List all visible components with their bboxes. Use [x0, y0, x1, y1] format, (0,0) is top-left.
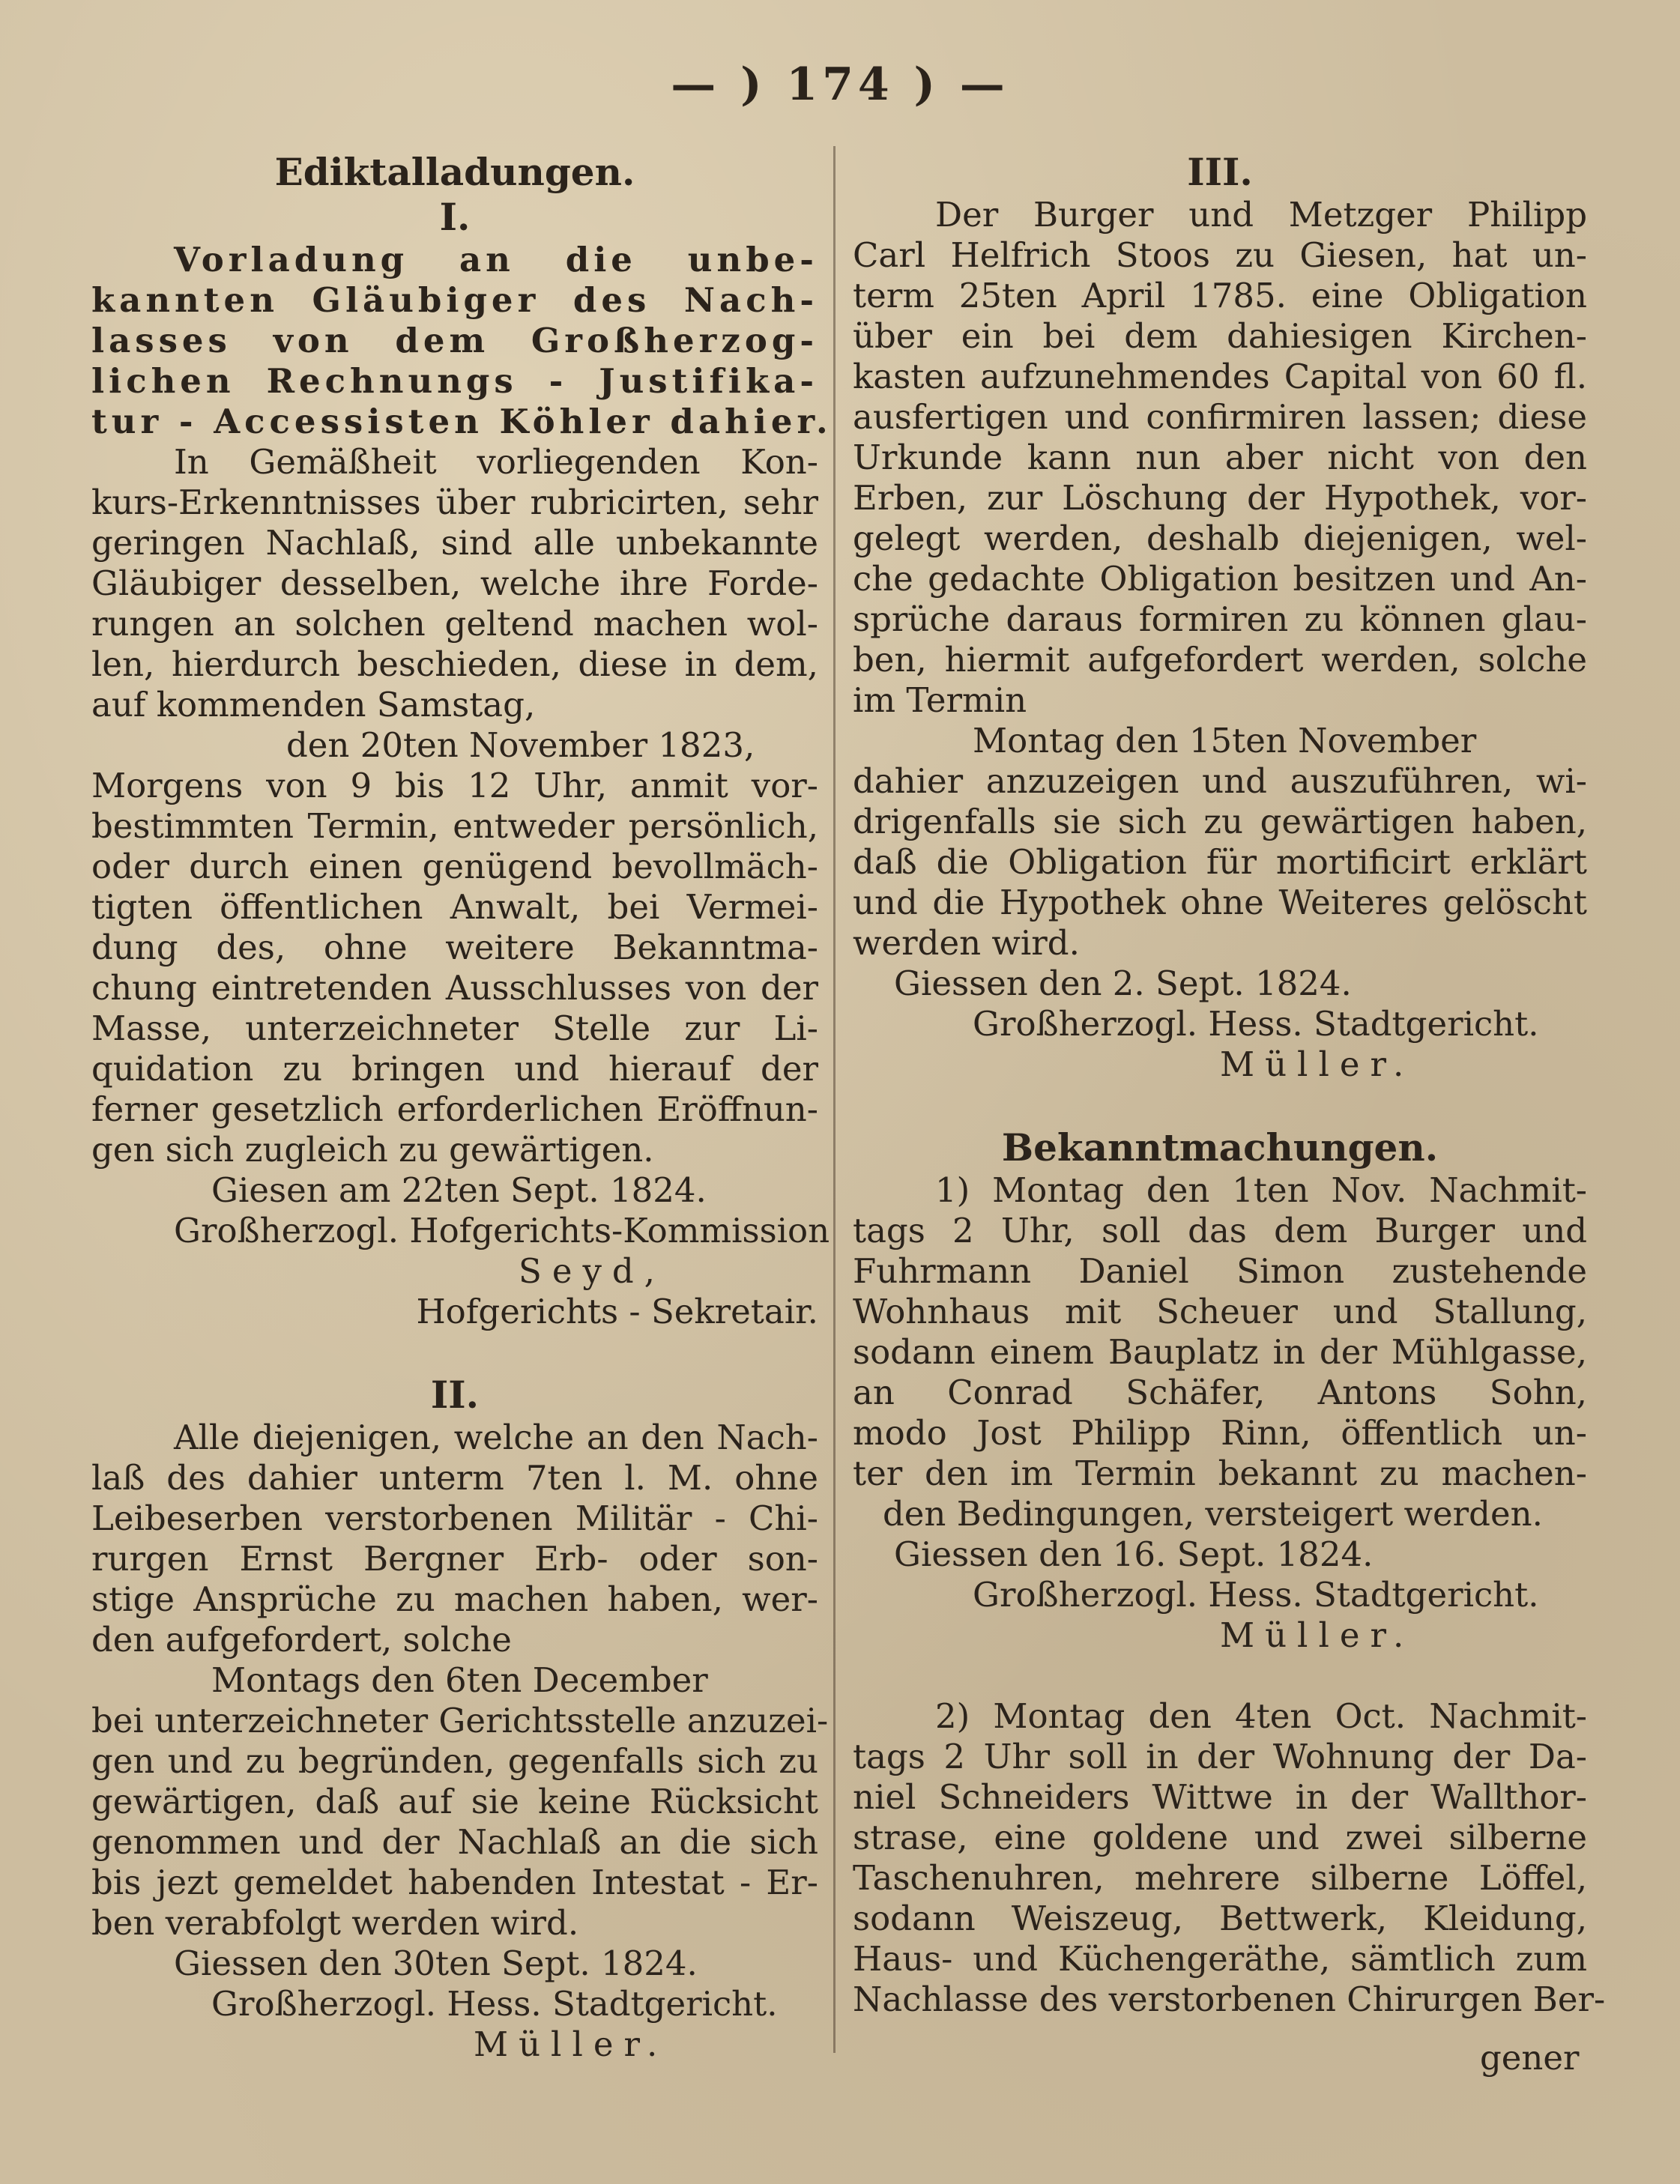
text-line: Urkunde kann nun aber nicht von den — [853, 438, 1587, 477]
text-line: gewärtigen, daß auf sie keine Rücksicht — [91, 1782, 818, 1821]
text-line: drigenfalls sie sich zu gewärtigen haben, — [853, 802, 1587, 841]
text-line: Masse, unterzeichneter Stelle zur Li- — [91, 1008, 818, 1048]
signature-authority: Großherzogl. Hess. Stadtgericht. — [973, 1004, 1539, 1044]
spacer — [853, 1085, 1587, 1125]
text-line: den 20ten November 1823, — [286, 725, 755, 765]
text-line: lichen Rechnungs - Justifika- — [91, 361, 818, 401]
text-line: tags 2 Uhr, soll das dem Burger und — [853, 1211, 1587, 1250]
text-line: genommen und der Nachlaß an die sich — [91, 1822, 818, 1862]
section-number: I. — [439, 195, 471, 239]
date-line: Giessen den 30ten Sept. 1824. — [174, 1943, 698, 1983]
text-line: oder durch einen genügend bevollmäch- — [91, 847, 818, 886]
text-line: kannten Gläubiger des Nach- — [91, 280, 818, 320]
signature-authority: Großherzogl. Hess. Stadtgericht. — [211, 1984, 778, 2024]
left-column — [91, 150, 833, 2065]
signature-name: Seyd, — [519, 1251, 665, 1291]
text-line: sprüche daraus formiren zu können glau- — [853, 599, 1587, 639]
text-line: Der Burger und Metzger Philipp — [935, 195, 1587, 235]
section-title: Bekanntmachungen. — [1001, 1125, 1439, 1170]
spacer — [853, 1656, 1587, 1696]
text-line: den aufgefordert, solche — [91, 1620, 512, 1660]
text-line: Carl Helfrich Stoos zu Giesen, hat un- — [853, 235, 1587, 275]
text-line: chung eintretenden Ausschlusses von der — [91, 968, 818, 1008]
text-line: Fuhrmann Daniel Simon zustehende — [853, 1251, 1587, 1291]
text-line: gen und zu begründen, gegenfalls sich zu — [91, 1741, 818, 1781]
signature-title: Hofgerichts - Sekretair. — [416, 1292, 818, 1331]
text-line: ter den im Termin bekannt zu machen- — [853, 1454, 1587, 1493]
text-line: und die Hypothek ohne Weiteres gelöscht — [853, 883, 1587, 922]
text-line: gelegt werden, deshalb diejenigen, wel- — [853, 518, 1587, 558]
text-line: len, hierdurch beschieden, diese in dem, — [91, 644, 818, 684]
text-line: rungen an solchen geltend machen wol- — [91, 604, 818, 644]
text-line: geringen Nachlaß, sind alle unbekannte — [91, 523, 818, 563]
text-line: stige Ansprüche zu machen haben, wer- — [91, 1579, 818, 1619]
text-line: lasses von dem Großherzog- — [91, 321, 818, 360]
text-line: ferner gesetzlich erforderlichen Eröffnun- — [91, 1089, 818, 1129]
text-line: im Termin — [853, 680, 1027, 720]
text-line: Haus- und Küchengeräthe, sämtlich zum — [853, 1939, 1587, 1979]
text-line: dahier anzuzeigen und auszuführen, wi- — [853, 761, 1587, 801]
date-line: Giessen den 16. Sept. 1824. — [894, 1534, 1374, 1574]
catchword: gener — [1480, 2038, 1580, 2078]
text-line: Nachlasse des verstorbenen Chirurgen Ber- — [853, 1979, 1606, 2019]
text-line: modo Jost Philipp Rinn, öffentlich un- — [853, 1413, 1587, 1453]
text-line: niel Schneiders Wittwe in der Wallthor- — [853, 1777, 1587, 1817]
text-line: dung des, ohne weitere Bekanntma- — [91, 928, 818, 967]
text-line: tigten öffentlichen Anwalt, bei Vermei- — [91, 887, 818, 927]
text-line: Montags den 6ten December — [211, 1660, 708, 1700]
date-line: Giesen am 22ten Sept. 1824. — [211, 1170, 707, 1210]
text-line: bei unterzeichneter Gerichtsstelle anzuzei- — [91, 1701, 829, 1740]
text-line: Morgens von 9 bis 12 Uhr, anmit vor- — [91, 766, 818, 805]
text-line: 2) Montag den 4ten Oct. Nachmit- — [935, 1696, 1587, 1736]
text-line: bestimmten Termin, entweder persönlich, — [91, 806, 818, 846]
text-line: den Bedingungen, versteigert werden. — [883, 1494, 1543, 1534]
text-line: Vorladung an die unbe- — [174, 240, 818, 279]
text-line: sodann Weiszeug, Bettwerk, Kleidung, — [853, 1899, 1587, 1938]
text-line: In Gemäßheit vorliegenden Kon- — [174, 442, 818, 482]
text-line: bis jezt gemeldet habenden Intestat - Er- — [91, 1863, 818, 1902]
text-line: werden wird. — [853, 923, 1080, 963]
text-line: sodann einem Bauplatz in der Mühlgasse, — [853, 1332, 1587, 1372]
date-line: Giessen den 2. Sept. 1824. — [894, 964, 1352, 1003]
text-line: tags 2 Uhr soll in der Wohnung der Da- — [853, 1737, 1587, 1776]
signature-name: Müller. — [474, 2024, 668, 2064]
text-line: Taschenuhren, mehrere silberne Löffel, — [853, 1858, 1587, 1898]
page-header: — ) 174 ) — — [671, 58, 1009, 111]
text-line: über ein bei dem dahiesigen Kirchen- — [853, 316, 1587, 356]
text-line: daß die Obligation für mortificirt erklärt — [853, 842, 1587, 882]
text-line: Montag den 15ten November — [973, 721, 1477, 760]
signature-authority: Großherzogl. Hofgerichts-Kommission — [174, 1211, 830, 1250]
text-line: kasten aufzunehmendes Capital von 60 fl. — [853, 357, 1587, 396]
text-line: term 25ten April 1785. eine Obligation — [853, 276, 1587, 315]
text-line: ausfertigen und confirmiren lassen; diese — [853, 397, 1587, 437]
text-line: Alle diejenigen, welche an den Nach- — [174, 1418, 818, 1457]
text-line: che gedachte Obligation besitzen und An- — [853, 559, 1587, 599]
text-line: Leibeserben verstorbenen Militär - Chi- — [91, 1498, 818, 1538]
section-number: II. — [430, 1373, 480, 1417]
signature-name: Müller. — [1220, 1615, 1415, 1655]
text-line: Erben, zur Löschung der Hypothek, vor- — [853, 478, 1587, 518]
text-line: strase, eine goldene und zwei silberne — [853, 1818, 1587, 1857]
text-line: ben, hiermit aufgefordert werden, solche — [853, 640, 1587, 680]
signature-authority: Großherzogl. Hess. Stadtgericht. — [973, 1575, 1539, 1615]
text-line: 1) Montag den 1ten Nov. Nachmit- — [935, 1170, 1587, 1210]
text-line: Wohnhaus mit Scheuer und Stallung, — [853, 1292, 1587, 1331]
column-divider — [833, 146, 836, 2053]
text-line: gen sich zugleich zu gewärtigen. — [91, 1130, 654, 1170]
text-line: rurgen Ernst Bergner Erb- oder son- — [91, 1539, 818, 1579]
spacer — [91, 1332, 818, 1373]
text-line: kurs-Erkenntnisses über rubricirten, sehr — [91, 483, 818, 522]
text-line: auf kommenden Samstag, — [91, 685, 536, 725]
text-line: quidation zu bringen und hierauf der — [91, 1049, 818, 1089]
section-title: Ediktalladungen. — [274, 150, 635, 194]
text-line: ben verabfolgt werden wird. — [91, 1903, 579, 1943]
text-line: tur - Accessisten Köhler dahier. — [91, 402, 833, 441]
section-number: III. — [1187, 150, 1253, 194]
signature-name: Müller. — [1220, 1044, 1415, 1084]
right-column — [853, 150, 1606, 2020]
text-line: Gläubiger desselben, welche ihre Forde- — [91, 563, 818, 603]
text-line: laß des dahier unterm 7ten l. M. ohne — [91, 1458, 818, 1498]
text-line: an Conrad Schäfer, Antons Sohn, — [853, 1373, 1587, 1412]
